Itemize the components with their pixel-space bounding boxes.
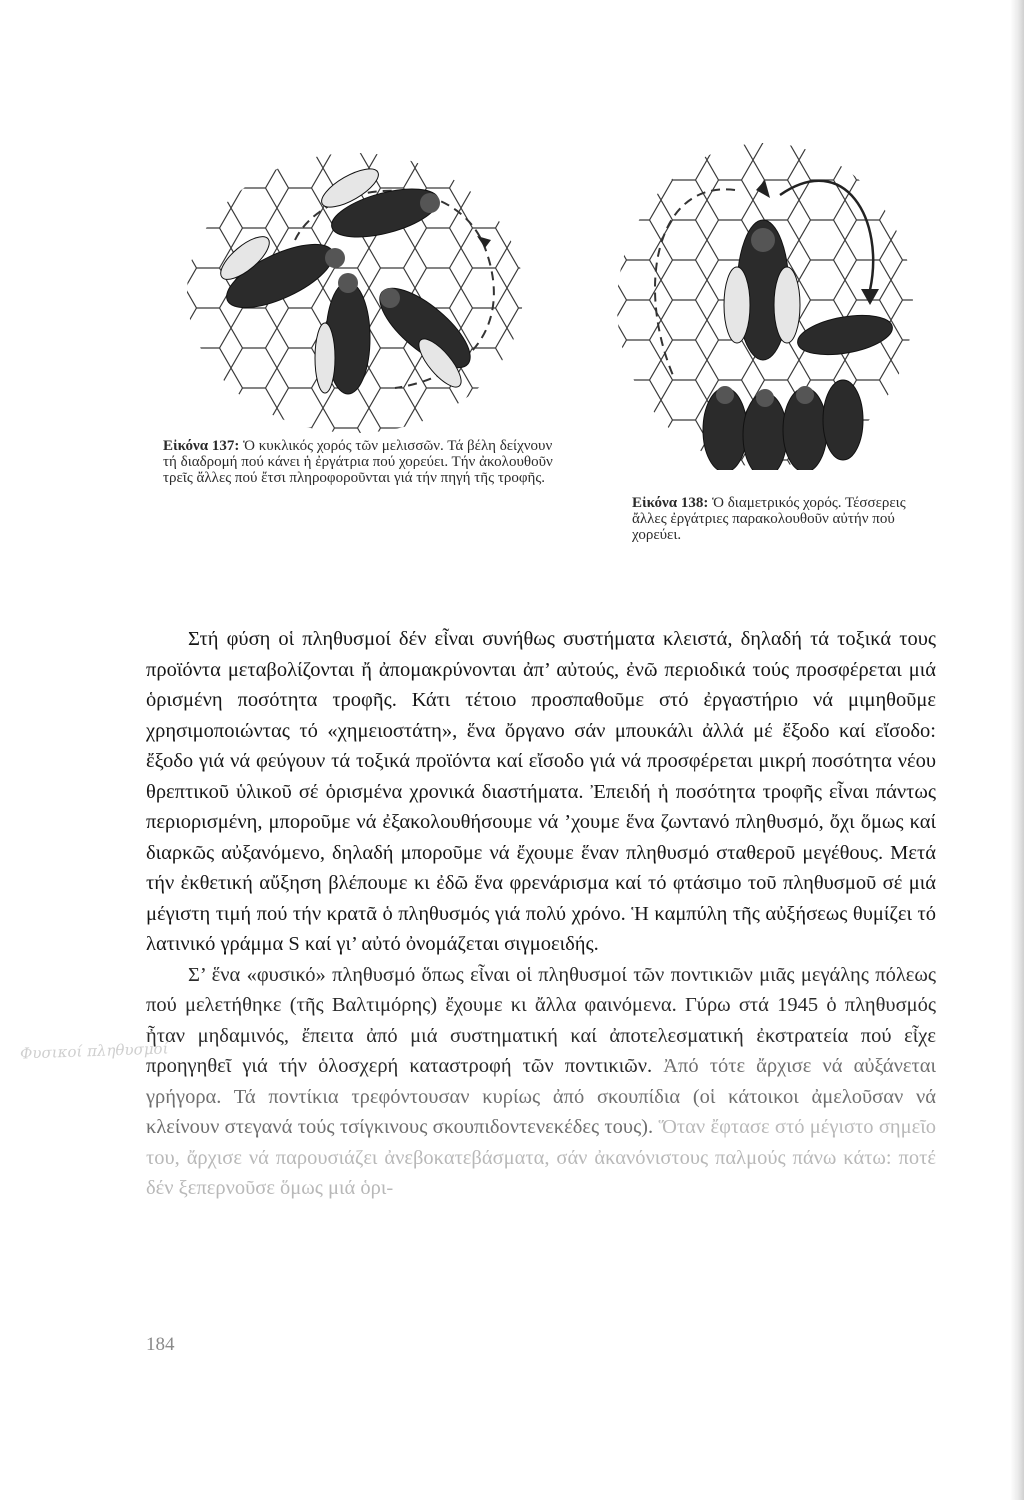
paragraph-1: Στή φύση οἱ πληθυσμοί δέν εἶναι συνήθως συστήματα κλειστά, δηλαδή τά τοξικά τους προϊόντα μεταβολίζονται ἤ ἀπομακρύνονται ἀπ’ αὐτούς, ἐνῶ περιοδικά τούς προσφέρεται μιά ὁρισμένη ποσότητα τροφῆς. Κάτι τέτοιο προσπαθοῦμε στό ἐργαστήριο νά μιμηθοῦμε χρησιμοποιώντας τό «χημειοστάτη», ἕνα ὄργανο σάν μπουκάλι ἀλλά μέ ἔξοδο καί εἴσοδο: ἔξοδο γιά νά φεύγουν τά τοξικά προϊόντα καί εἴσοδο γιά νά προσφέρεται μικρή ποσότητα νέου θρεπτικοῦ ὑλικοῦ σέ ὁρισμένα χρονικά διαστήματα. Ἐπειδή ἡ ποσότητα τροφῆς εἶναι πάντως περιορισμένη, μποροῦμε νά ἐξακολουθήσουμε νά ’χουμε ἕνα ζωντανό πληθυσμό, ὄχι ὅμως καί διαρκῶς αὐξανόμενο, δηλαδή μποροῦμε νά ἔχουμε ἕναν πληθυσμό σταθεροῦ μεγέθους. Μετά τήν ἐκθετική αὔξηση βλέπουμε κι ἐδῶ ἕνα φρενάρισμα καί τό φτάσιμο τοῦ πληθυσμοῦ σέ μιά μέγιστη τιμή πού τήν κρατᾶ ὁ πληθυσμός γιά πολύ χρόνο. Ἡ καμπύλη τῆς αὐξήσεως θυμίζει τό λατινικό γράμμα S καί γι’ αὐτό ὀνομάζεται σιγμοειδής. <box>146 628 936 955</box>
figure-138-caption <box>632 495 932 543</box>
round-dance-bees-icon <box>185 148 525 434</box>
figure-137-caption-text: Ὁ κυκλικός χορός τῶν μελισσῶν. Τά βέλη δείχνουν τή διαδρομή πού κάνει ἡ ἐργάτρια πού χορεύει. Τήν ἀκολουθοῦν τρεῖς ἄλλες πού ἔτσι πληροφοροῦνται γιά τήν πηγή τῆς τροφῆς. <box>163 438 553 486</box>
figure-138-caption-text: Ὁ διαμετρικός χορός. Τέσσερεις ἄλλες ἐργάτριες παρακολουθοῦν αὐτήν πού χορεύει. <box>632 495 906 543</box>
figure-137-illustration <box>185 148 525 434</box>
figure-138-label: Εἰκόνα 138: <box>632 495 709 511</box>
paragraph-2-part-a: Σ’ ἕνα «φυσικό» πληθυσμό ὅπως εἶναι οἱ πληθυσμοί τῶν ποντικιῶν μιᾶς μεγάλης πόλεως πού μελετήθηκε (τῆς Βαλτιμόρης) ἔχουμε κι ἄλλα φαινόμενα. Γύρω στά 1945 ὁ πληθυσμός ἦταν μηδαμινός, ἔπειτα ἀπό μιά συστηματική καί ἀποτελεσματική ἐκστρατεία πού εἶχε προηγηθεῖ γιά τήν ὁλοσχερή καταστροφή τῶν ποντικιῶν. <box>146 963 936 1077</box>
figure-137-label: Εἰκόνα 137: <box>163 438 240 454</box>
figure-138-illustration <box>615 140 915 470</box>
main-text <box>146 624 936 1204</box>
paragraph-2 <box>146 960 936 1204</box>
margin-note: Φυσικοί πληθυσμοί <box>19 1039 169 1063</box>
figure-137-caption <box>163 438 553 486</box>
page-edge-shadow <box>1010 0 1024 1500</box>
page-number: 184 <box>146 1334 175 1355</box>
paragraph-2-part-b: Ἀπό τότε ἄρχισε νά αὐξάνεται γρήγορα. Τά ποντίκια τρεφόντουσαν κυρίως ἀπό σκουπίδια (οἱ κάτοικοι ἀμελοῦσαν νά κλείνουν στεγανά τούς τσίγκινους σκουπιδοντενεκέδες τους). <box>146 1055 937 1138</box>
paragraph-2-part-c: Ὅταν ἔφτασε στό μέγιστο σημεῖο του, ἄρχισε νά παρουσιάζει ἀνεβοκατεβάσματα, σάν ἀκανόνιστους παλμούς πάνω κάτω: ποτέ δέν ξεπερνοῦσε ὅμως μιά ὁρι- <box>146 1116 936 1199</box>
waggle-dance-bees-icon <box>615 140 915 470</box>
